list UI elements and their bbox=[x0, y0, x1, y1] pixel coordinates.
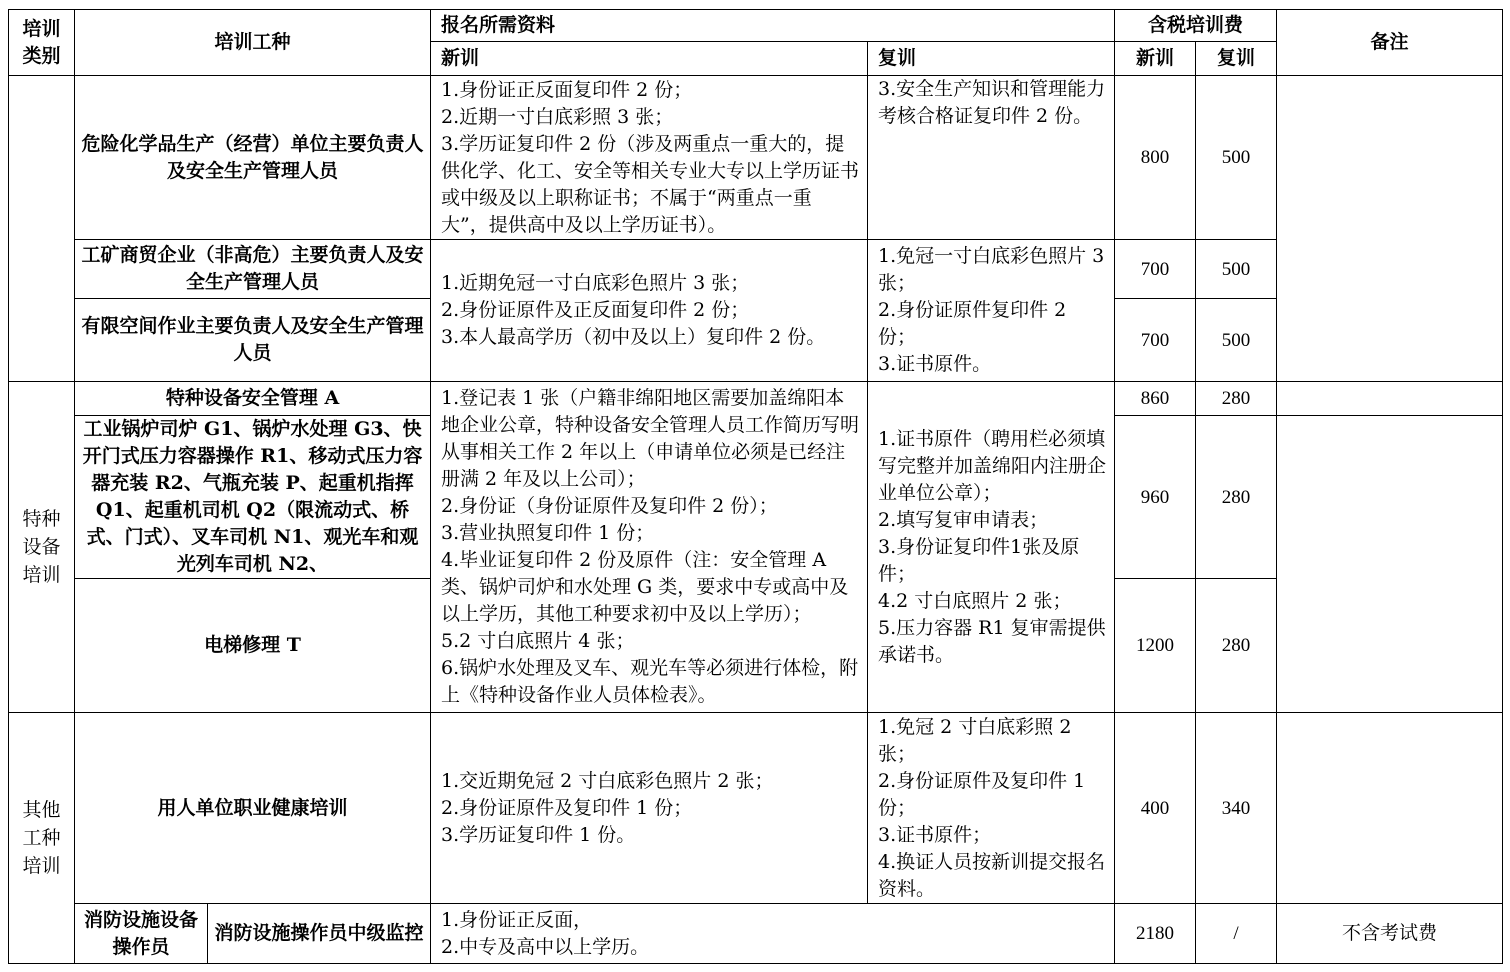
job-name: 工矿商贸企业（非高危）主要负责人及安全生产管理人员 bbox=[75, 240, 431, 299]
remarks-blank bbox=[1277, 416, 1503, 713]
job-name: 消防设施操作员中级监控 bbox=[208, 904, 431, 964]
fee-new: 2180 bbox=[1115, 904, 1196, 964]
training-fee-table bbox=[8, 9, 1503, 964]
remarks-blank bbox=[1277, 76, 1503, 382]
materials: 1.身份证正反面， 2.中专及高中以上学历。 bbox=[431, 904, 1115, 964]
fee-new: 400 bbox=[1115, 713, 1196, 904]
fee-renew: 280 bbox=[1196, 382, 1277, 416]
materials-renew: 1.免冠 2 寸白底彩照 2 张； 2.身份证原件及复印件 1 份； 3.证书原件； 4.换证人员按新训提交报名资料。 bbox=[868, 713, 1115, 904]
fee-new: 960 bbox=[1115, 416, 1196, 579]
materials-renew: 1.证书原件（聘用栏必须填写完整并加盖绵阳内注册企业单位公章）； 2.填写复审申请表； 3.身份证复印件1张及原件； 4.2 寸白底照片 2 张； 5.压力容器 R1 复审需提供承诺书。 bbox=[868, 382, 1115, 713]
header-row-1 bbox=[9, 10, 1503, 42]
remarks-blank bbox=[1277, 382, 1503, 416]
header-fee: 含税培训费 bbox=[1115, 10, 1277, 42]
table-row bbox=[9, 382, 1503, 416]
job-group-name: 消防设施设备操作员 bbox=[75, 904, 208, 964]
table-row bbox=[9, 76, 1503, 240]
header-job-type: 培训工种 bbox=[75, 10, 431, 76]
fee-new: 700 bbox=[1115, 240, 1196, 299]
header-fee-renew: 复训 bbox=[1196, 42, 1277, 76]
category-special: 特种设备培训 bbox=[9, 382, 75, 713]
header-materials-renew: 复训 bbox=[868, 42, 1115, 76]
job-name: 特种设备安全管理 A bbox=[75, 382, 431, 416]
header-category: 培训类别 bbox=[9, 10, 75, 76]
materials-renew: 1.免冠一寸白底彩色照片 3 张； 2.身份证原件复印件 2 份； 3.证书原件。 bbox=[868, 240, 1115, 382]
fee-renew: 280 bbox=[1196, 579, 1277, 713]
materials-new: 1.登记表 1 张（户籍非绵阳地区需要加盖绵阳本地企业公章，特种设备安全管理人员工作简历写明从事相关工作 2 年以上（申请单位必须是已经注册满 2 年及以上公司）； 2.身份证（身份证原件及复印件 2 份）； 3.营业执照复印件 1 份； 4.毕业证复印件 2 份及原件（注：安全管理 A 类、锅炉司炉和水处理 G 类，要求中专或高中及以上学历，其他工种要求初中及以上学历）； 5.2 寸白底照片 4 张； 6.锅炉水处理及叉车、观光车等必须进行体检，附上《特种设备作业人员体检表》。 bbox=[431, 382, 868, 713]
table-row bbox=[9, 904, 1503, 964]
job-name: 用人单位职业健康培训 bbox=[75, 713, 431, 904]
fee-renew: 500 bbox=[1196, 76, 1277, 240]
remarks: 不含考试费 bbox=[1277, 904, 1503, 964]
materials-renew: 3.安全生产知识和管理能力考核合格证复印件 2 份。 bbox=[868, 76, 1115, 240]
fee-new: 1200 bbox=[1115, 579, 1196, 713]
job-name: 工业锅炉司炉 G1、锅炉水处理 G3、快开门式压力容器操作 R1、移动式压力容器充装 R2、气瓶充装 P、起重机指挥 Q1、起重机司机 Q2（限流动式、桥式、门式）、叉车司机 N1、观光车和观光列车司机 N2、 bbox=[75, 416, 431, 579]
remarks-blank bbox=[1277, 713, 1503, 904]
header-materials: 报名所需资料 bbox=[431, 10, 1115, 42]
fee-renew: 340 bbox=[1196, 713, 1277, 904]
fee-renew: 280 bbox=[1196, 416, 1277, 579]
fee-renew: 500 bbox=[1196, 240, 1277, 299]
fee-new: 860 bbox=[1115, 382, 1196, 416]
fee-new: 800 bbox=[1115, 76, 1196, 240]
fee-new: 700 bbox=[1115, 299, 1196, 382]
materials-new: 1.近期免冠一寸白底彩色照片 3 张； 2.身份证原件及正反面复印件 2 份； 3.本人最高学历（初中及以上）复印件 2 份。 bbox=[431, 240, 868, 382]
job-name: 有限空间作业主要负责人及安全生产管理人员 bbox=[75, 299, 431, 382]
category-other: 其他工种培训 bbox=[9, 713, 75, 964]
category-blank bbox=[9, 76, 75, 382]
materials-new: 1.身份证正反面复印件 2 份； 2.近期一寸白底彩照 3 张； 3.学历证复印件 2 份（涉及两重点一重大的，提供化学、化工、安全等相关专业大专以上学历证书或中级及以上职称证书；不属于“两重点一重大”，提供高中及以上学历证书）。 bbox=[431, 76, 868, 240]
header-fee-new: 新训 bbox=[1115, 42, 1196, 76]
job-name: 危险化学品生产（经营）单位主要负责人及安全生产管理人员 bbox=[75, 76, 431, 240]
table-row bbox=[9, 713, 1503, 904]
fee-renew: 500 bbox=[1196, 299, 1277, 382]
fee-renew: / bbox=[1196, 904, 1277, 964]
header-remarks: 备注 bbox=[1277, 10, 1503, 76]
header-materials-new: 新训 bbox=[431, 42, 868, 76]
materials-new: 1.交近期免冠 2 寸白底彩色照片 2 张； 2.身份证原件及复印件 1 份； 3.学历证复印件 1 份。 bbox=[431, 713, 868, 904]
job-name: 电梯修理 T bbox=[75, 579, 431, 713]
